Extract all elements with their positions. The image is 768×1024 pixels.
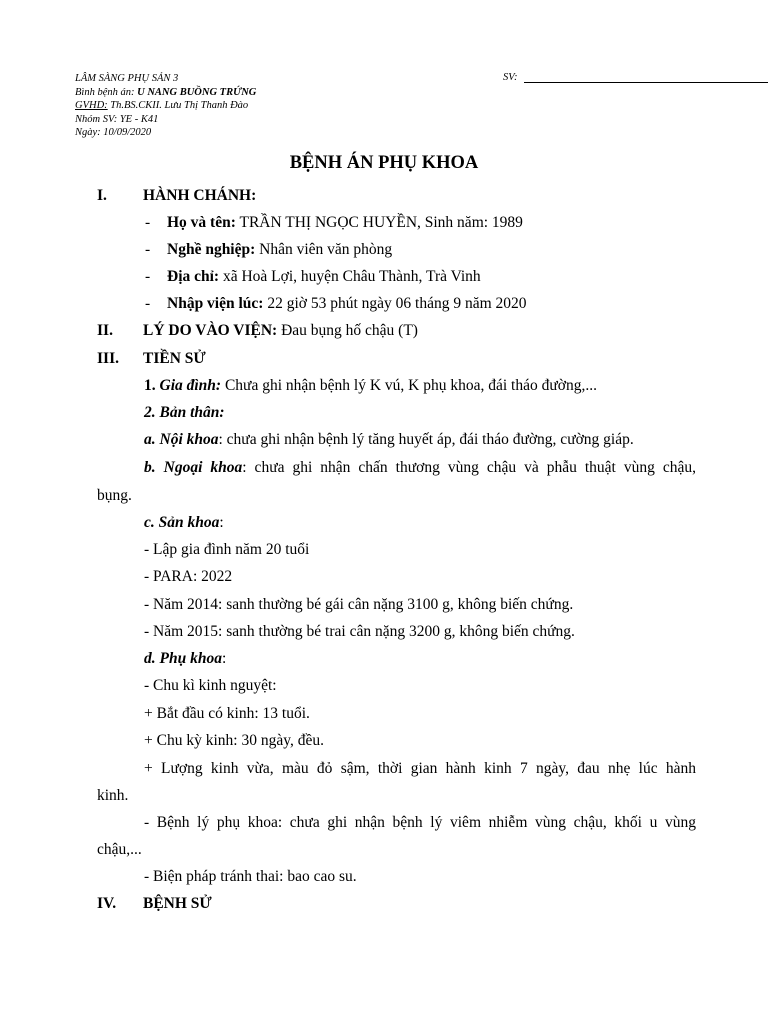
student-name-blank	[524, 82, 768, 83]
obstetric-item: - Năm 2015: sanh thường bé trai cân nặng 3200 g, không biến chứng.	[144, 623, 575, 640]
obstetric-item: - Lập gia đình năm 20 tuổi	[144, 541, 310, 558]
gyn-disease-line: - Bệnh lý phụ khoa: chưa ghi nhận bệnh lý viêm nhiễm vùng chậu, khối u vùng	[144, 814, 696, 831]
address-line: Địa chỉ: xã Hoà Lợi, huyện Châu Thành, Trà Vinh	[167, 268, 481, 285]
cycle-length-line: + Chu kỳ kinh: 30 ngày, đều.	[144, 732, 324, 749]
obstetric-heading: c. Sản khoa:	[144, 514, 224, 531]
flow-line-cont: kinh.	[97, 787, 129, 804]
section-4-heading: IV. BỆNH SỬ	[97, 895, 212, 912]
case-name: U NANG BUỒNG TRỨNG	[137, 86, 257, 98]
job-line: Nghề nghiệp: Nhân viên văn phòng	[167, 241, 393, 258]
internal-history: a. Nội khoa: chưa ghi nhận bệnh lý tăng huyết áp, đái tháo đường, cường giáp.	[144, 431, 634, 448]
bullet: -	[145, 214, 151, 231]
bullet: -	[145, 295, 151, 312]
obstetric-item: - Năm 2014: sanh thường bé gái cân nặng 3100 g, không biến chứng.	[144, 596, 574, 613]
surgery-history: b. Ngoại khoa: chưa ghi nhận chấn thương vùng chậu và phẫu thuật vùng chậu,	[144, 459, 696, 476]
surgery-history-cont: bụng.	[97, 487, 132, 504]
page-title: BỆNH ÁN PHỤ KHOA	[289, 153, 479, 173]
advisor-line	[75, 99, 256, 113]
obstetric-item: - PARA: 2022	[144, 568, 233, 585]
course-name: LÂM SÀNG PHỤ SẢN 3	[75, 73, 179, 84]
gyn-disease-cont: chậu,...	[97, 841, 142, 858]
section-1-heading: I. HÀNH CHÁNH:	[97, 187, 257, 204]
section-2-heading: II. LÝ DO VÀO VIỆN: Đau bụng hố chậu (T)	[97, 322, 418, 339]
family-history: 1. Gia đình: Chưa ghi nhận bệnh lý K vú, K phụ khoa, đái tháo đường,...	[144, 377, 597, 394]
student-label: SV:	[503, 72, 518, 83]
advisor-label: GVHD:	[75, 100, 108, 111]
date-line: Ngày: 10/09/2020	[75, 127, 152, 138]
flow-line: + Lượng kinh vừa, màu đỏ sậm, thời gian hành kinh 7 ngày, đau nhẹ lúc hành	[144, 760, 696, 777]
personal-history-heading: 2. Bản thân:	[144, 404, 225, 421]
contraception-line: - Biện pháp tránh thai: bao cao su.	[144, 868, 357, 885]
document-header	[75, 72, 256, 140]
advisor-name: Th.BS.CKII. Lưu Thị Thanh Đào	[110, 100, 249, 111]
gynecology-heading: d. Phụ khoa:	[144, 650, 227, 667]
case-line: Bình bệnh án: U NANG BUỒNG TRỨNG	[75, 86, 257, 98]
name-line: Họ và tên: TRẦN THỊ NGỌC HUYỀN, Sinh năm: 1989	[167, 214, 523, 231]
bullet: -	[145, 241, 151, 258]
bullet: -	[145, 268, 151, 285]
admission-line: Nhập viện lúc: 22 giờ 53 phút ngày 06 tháng 9 năm 2020	[167, 295, 527, 312]
section-3-heading: III. TIỀN SỬ	[97, 350, 206, 367]
reason-value: Đau bụng hố chậu (T)	[277, 322, 418, 339]
menarche-line: + Bắt đầu có kinh: 13 tuổi.	[144, 705, 310, 722]
cycle-heading: - Chu kì kinh nguyệt:	[144, 677, 277, 694]
group-line: Nhóm SV: YE - K41	[75, 113, 159, 125]
